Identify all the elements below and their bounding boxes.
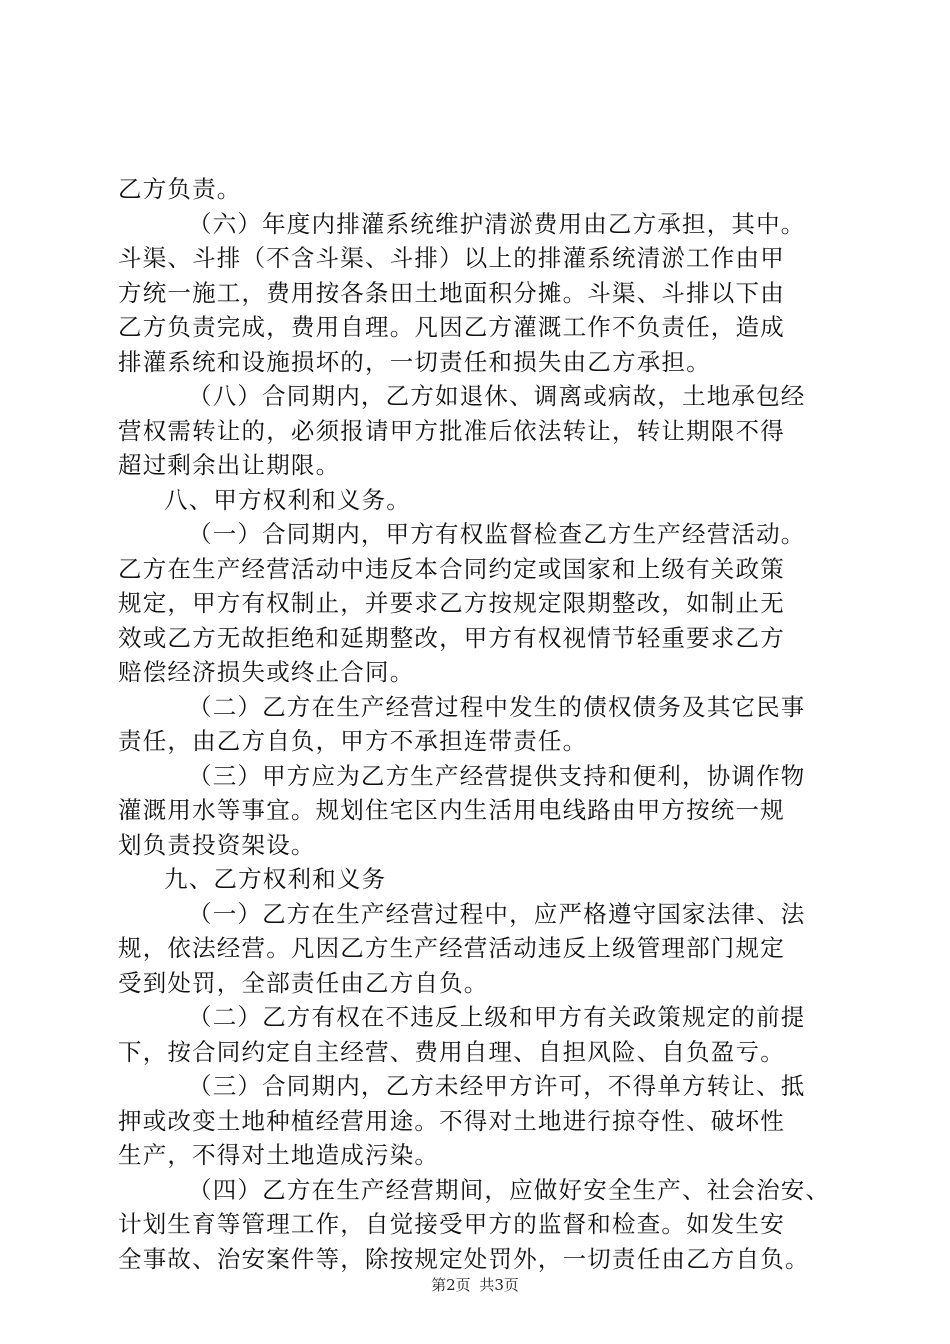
- text-line: 押或改变土地种植经营用途。不得对土地进行掠夺性、破坏性: [118, 1106, 785, 1135]
- document-body: [118, 172, 840, 1276]
- text-line: （八）合同期内，乙方如退休、调离或病故，土地承包经: [188, 382, 806, 410]
- text-line: 乙方负责完成，费用自理。凡因乙方灌溉工作不负责任，造成: [118, 313, 785, 341]
- text-line: 方统一施工，费用按各条田土地面积分摊。斗渠、斗排以下由: [118, 278, 785, 307]
- text-line: 超过剩余出让期限。: [118, 451, 341, 479]
- text-line: 营权需转让的，必须报请甲方批准后依法转让，转让期限不得: [118, 416, 785, 445]
- text-line: 规定，甲方有权制止，并要求乙方按规定限期整改，如制止无: [118, 589, 785, 617]
- text-line: 赔偿经济损失或终止合同。: [118, 658, 415, 686]
- text-line: 责任，由乙方自负，甲方不承担连带责任。: [118, 727, 588, 755]
- text-line: 乙方负责。: [118, 175, 242, 203]
- page-number: 第2页: [431, 1276, 471, 1294]
- text-line: （三）甲方应为乙方生产经营提供支持和便利，协调作物: [188, 761, 806, 790]
- page-total: 共3页: [479, 1276, 519, 1294]
- text-line: 九、乙方权利和义务: [164, 865, 387, 893]
- text-line: 乙方在生产经营活动中违反本合同约定或国家和上级有关政策: [118, 554, 785, 583]
- text-line: 生产，不得对土地造成污染。: [118, 1141, 440, 1169]
- text-line: （六）年度内排灌系统维护清淤费用由乙方承担，其中。: [188, 209, 806, 238]
- text-line: 排灌系统和设施损坏的，一切责任和损失由乙方承担。: [118, 347, 711, 376]
- text-line: （二）乙方在生产经营过程中发生的债权债务及其它民事: [188, 692, 806, 721]
- text-line: 全事故、治安案件等，除按规定处罚外，一切责任由乙方自负。: [118, 1244, 810, 1273]
- text-line: 规，依法经营。凡因乙方生产经营活动违反上级管理部门规定: [118, 934, 785, 962]
- text-line: （三）合同期内，乙方未经甲方许可，不得单方转让、抵: [188, 1072, 806, 1100]
- text-line: 下，按合同约定自主经营、费用自理、自担风险、自负盈亏。: [118, 1037, 785, 1066]
- text-line: 八、甲方权利和义务。: [164, 485, 411, 514]
- text-line: （二）乙方有权在不违反上级和甲方有关政策规定的前提: [188, 1003, 806, 1031]
- text-line: （一）合同期内，甲方有权监督检查乙方生产经营活动。: [188, 520, 806, 548]
- text-line: 计划生育等管理工作，自觉接受甲方的监督和检查。如发生安: [118, 1210, 785, 1238]
- text-line: 斗渠、斗排（不含斗渠、斗排）以上的排灌系统清淤工作由甲: [118, 244, 785, 272]
- text-line: 受到处罚，全部责任由乙方自负。: [118, 968, 489, 997]
- text-line: （一）乙方在生产经营过程中，应严格遵守国家法律、法: [188, 899, 806, 928]
- text-line: 划负责投资架设。: [118, 830, 316, 859]
- text-line: 效或乙方无故拒绝和延期整改，甲方有权视情节轻重要求乙方: [118, 623, 785, 652]
- text-line: 灌溉用水等事宜。规划住宅区内生活用电线路由甲方按统一规: [118, 796, 785, 824]
- page-footer: [0, 1274, 950, 1295]
- text-line: （四）乙方在生产经营期间，应做好安全生产、社会治安、: [188, 1175, 831, 1204]
